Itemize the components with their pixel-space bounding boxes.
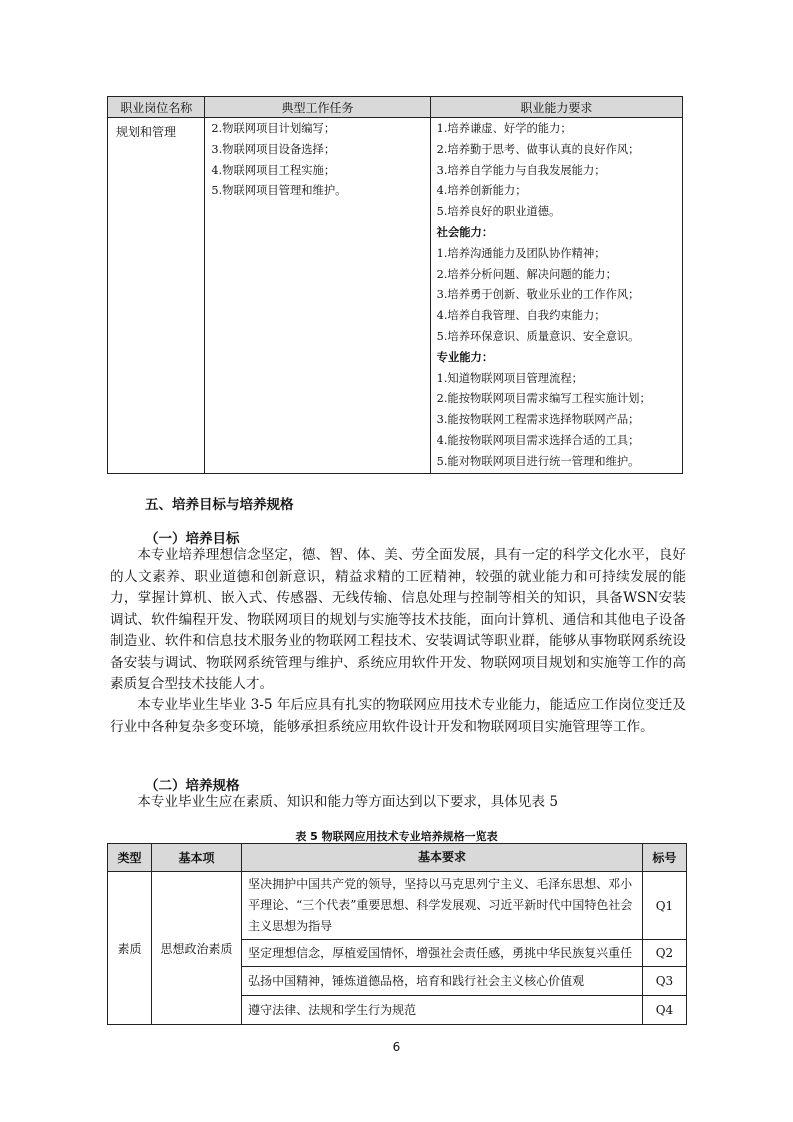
ability-item: 4.能按物联网项目需求选择合适的工具； bbox=[436, 433, 640, 447]
ability-item: 3.培养自学能力与自我发展能力； bbox=[436, 163, 606, 177]
position-name: 规划和管理 bbox=[116, 125, 177, 139]
page-number: 6 bbox=[392, 1040, 401, 1054]
table-row bbox=[108, 118, 683, 474]
tasks-cell bbox=[205, 118, 430, 474]
requirement-cell: 弘扬中国精神，锤炼道德品格，培育和践行社会主义核心价值观 bbox=[242, 967, 643, 996]
paragraph-text: 本专业培养理想信念坚定，德、智、体、美、劳全面发展，具有一定的科学文化水平，良好的人文素养、职业道德和创新意识，精益求精的工匠精神，较强的就业能力和可持续发展的能力，掌握计算机、嵌入式、传感器、无线传输、信息处理与控制等相关的知识，具备WSN安装调试、软件编程开发、物联网项目的规划与实施等技术技能，面向计算机、通信和其他电子设备制造业、软件和信息技术服务业的物联网工程技术、安装调试等职业群，能够从事物联网系统设备安装与调试、物联网系统管理与维护、系统应用软件开发、物联网项目规划和实施等工作的高素质复合型技术技能人才。 bbox=[110, 547, 686, 692]
table-row bbox=[108, 872, 687, 940]
graduate-paragraph bbox=[110, 695, 686, 738]
subsection-heading-goals: （一）培养目标 bbox=[145, 531, 240, 547]
table-header-row bbox=[108, 844, 687, 872]
header-item: 基本项 bbox=[151, 844, 241, 872]
ability-item: 2.培养分析问题、解决问题的能力； bbox=[436, 267, 617, 281]
task-item: 2.物联网项目计划编写； bbox=[211, 122, 336, 135]
code-cell: Q1 bbox=[642, 872, 686, 940]
ability-item: 5.培养环保意识、质量意识、安全意识。 bbox=[436, 329, 640, 343]
goals-paragraph bbox=[110, 545, 686, 696]
task-item: 4.物联网项目工程实施； bbox=[211, 163, 336, 177]
ability-item: 2.培养勤于思考、做事认真的良好作风； bbox=[436, 142, 640, 156]
table-caption: 表 5 物联网应用技术专业培养规格一览表 bbox=[295, 830, 498, 843]
ability-item: 2.能按物联网项目需求编写工程实施计划； bbox=[436, 392, 651, 406]
ability-item: 4.培养创新能力； bbox=[436, 184, 527, 198]
ability-item: 1.知道物联网项目管理流程； bbox=[436, 371, 583, 385]
requirement-cell: 坚决拥护中国共产党的领导，坚持以马克思列宁主义、毛泽东思想、邓小平理论、“三个代表”重要思想、科学发展观、习近平新时代中国特色社会主义思想为指导 bbox=[242, 872, 643, 940]
section-heading: 五、培养目标与培养规格 bbox=[145, 497, 294, 513]
type-cell: 素质 bbox=[108, 872, 152, 1025]
task-item: 5.物联网项目管理和维护。 bbox=[211, 184, 347, 198]
ability-group-title: 社会能力： bbox=[436, 225, 494, 239]
ability-item: 4.培养自我管理、自我约束能力； bbox=[436, 309, 606, 323]
header-abilities: 职业能力要求 bbox=[430, 97, 682, 118]
subsection-heading-specs: （二）培养规格 bbox=[145, 778, 240, 794]
header-type: 类型 bbox=[108, 844, 152, 872]
ability-item: 5.培养良好的职业道德。 bbox=[436, 205, 561, 219]
abilities-cell bbox=[430, 118, 682, 474]
table-header-row bbox=[108, 97, 683, 118]
header-requirement: 基本要求 bbox=[242, 844, 643, 872]
task-item: 3.物联网项目设备选择； bbox=[211, 142, 336, 156]
code-cell: Q2 bbox=[642, 940, 686, 967]
requirement-cell: 遵守法律、法规和学生行为规范 bbox=[242, 996, 643, 1025]
paragraph-text: 本专业毕业生应在素质、知识和能力等方面达到以下要求，具体见表 5 bbox=[137, 794, 558, 810]
ability-item: 1.培养沟通能力及团队协作精神； bbox=[436, 246, 606, 260]
paragraph-text: 本专业毕业生毕业 3-5 年后应具有扎实的物联网应用技术专业能力，能适应工作岗位变迁及行业中各种复杂多变环境，能够承担系统应用软件设计开发和物联网项目实施管理等工作。 bbox=[110, 697, 686, 735]
spec-table bbox=[107, 843, 687, 1025]
ability-item: 1.培养谦虚、好学的能力； bbox=[436, 122, 572, 135]
requirement-cell: 坚定理想信念，厚植爱国情怀，增强社会责任感，勇挑中华民族复兴重任 bbox=[242, 940, 643, 967]
header-position: 职业岗位名称 bbox=[108, 97, 205, 118]
ability-group-title: 专业能力： bbox=[436, 350, 494, 364]
ability-item: 3.培养勇于创新、敬业乐业的工作作风； bbox=[436, 288, 640, 302]
header-tasks: 典型工作任务 bbox=[205, 97, 430, 118]
item-cell: 思想政治素质 bbox=[151, 872, 241, 1025]
specs-paragraph bbox=[110, 792, 686, 814]
code-cell: Q4 bbox=[642, 996, 686, 1025]
header-code: 标号 bbox=[642, 844, 686, 872]
career-ability-table bbox=[107, 96, 683, 474]
code-cell: Q3 bbox=[642, 967, 686, 996]
position-cell bbox=[108, 118, 205, 474]
ability-item: 3.能按物联网工程需求选择物联网产品； bbox=[436, 413, 640, 427]
ability-item: 5.能对物联网项目进行统一管理和维护。 bbox=[436, 454, 640, 468]
